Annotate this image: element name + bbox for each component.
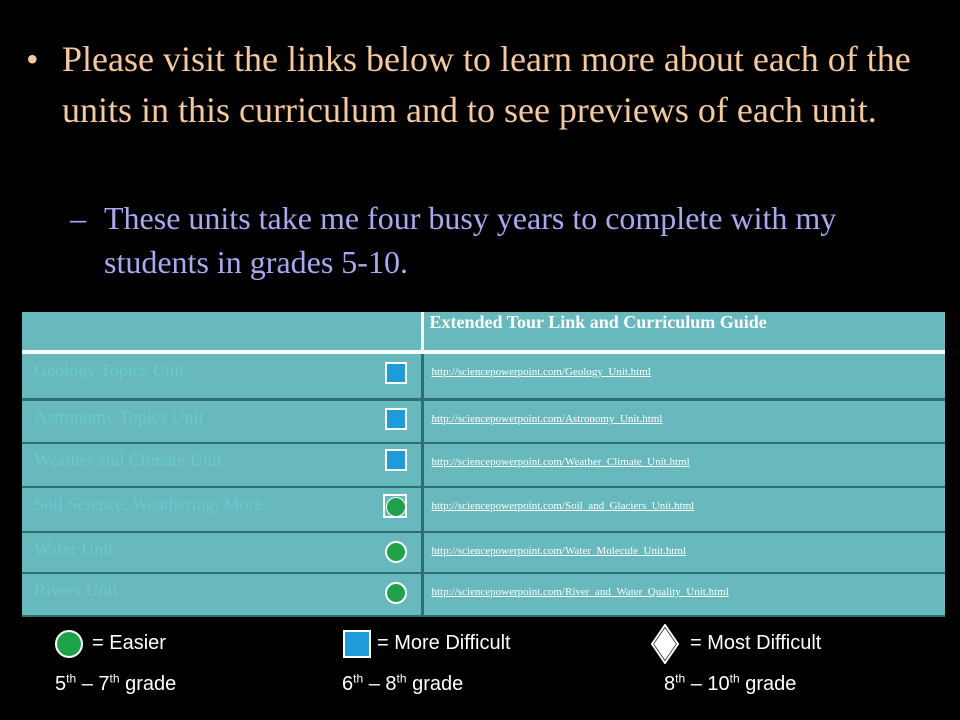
circle-icon xyxy=(385,541,407,563)
grade-suffix: th xyxy=(396,671,407,686)
square-icon xyxy=(385,408,407,430)
circle-in-square-icon xyxy=(383,494,407,518)
unit-link[interactable]: http://sciencepowerpoint.com/Weather_Climate_Unit.html xyxy=(431,456,690,468)
legend-easier-grades xyxy=(55,673,176,696)
grade-end: 8 xyxy=(385,673,397,695)
legend-easier-label: = Easier xyxy=(92,632,166,654)
grade-suffix: th xyxy=(353,671,364,686)
header-units: Earth Science Units xyxy=(22,312,422,352)
legend-more-difficult-grades xyxy=(342,673,463,696)
table-row xyxy=(22,573,945,616)
square-icon xyxy=(385,449,407,471)
grade-word: grade xyxy=(745,673,797,695)
more-difficult-square-icon xyxy=(343,630,371,658)
grade-suffix: th xyxy=(109,671,120,686)
legend-most-difficult-grades xyxy=(664,673,796,696)
unit-name: Weather and Climate Unit xyxy=(34,450,222,470)
intro-sub-text: These units take me four busy years to complete with my students in grades 5-10. xyxy=(104,200,837,280)
unit-cell xyxy=(22,352,422,400)
unit-cell xyxy=(22,573,422,616)
most-difficult-diamond-icon xyxy=(650,624,680,664)
link-cell xyxy=(422,443,945,487)
table-row xyxy=(22,443,945,487)
unit-name: Water Unit xyxy=(34,539,114,559)
grade-suffix: th xyxy=(675,671,686,686)
unit-name: Geology Topics Unit xyxy=(34,360,185,380)
link-cell xyxy=(422,487,945,532)
intro-main-text: Please visit the links below to learn more about each of the units in this curriculum and to see previews of each unit. xyxy=(62,39,911,130)
grade-start: 8 xyxy=(664,673,676,695)
table-row xyxy=(22,532,945,573)
grade-start: 5 xyxy=(55,673,67,695)
unit-name: Astronomy Topics Unit xyxy=(34,407,204,427)
grade-word: grade xyxy=(412,673,464,695)
circle-icon xyxy=(385,582,407,604)
unit-link[interactable]: http://sciencepowerpoint.com/Geology_Unit.html xyxy=(431,366,651,378)
table-header-row xyxy=(22,312,945,352)
unit-cell xyxy=(22,532,422,573)
link-cell xyxy=(422,532,945,573)
grade-dash: – xyxy=(368,673,380,695)
unit-cell xyxy=(22,400,422,444)
unit-link[interactable]: http://sciencepowerpoint.com/Water_Molecule_Unit.html xyxy=(431,545,686,557)
grade-end: 10 xyxy=(707,673,730,695)
sub-dash: – xyxy=(70,200,86,236)
grade-suffix: th xyxy=(729,671,740,686)
table-row xyxy=(22,400,945,444)
unit-name: Rivers Unit xyxy=(34,580,118,600)
units-table xyxy=(22,312,945,617)
unit-link[interactable]: http://sciencepowerpoint.com/Soil_and_Glaciers_Unit.html xyxy=(431,500,695,512)
grade-dash: – xyxy=(81,673,93,695)
grade-start: 6 xyxy=(342,673,354,695)
table-row xyxy=(22,487,945,532)
unit-link[interactable]: http://sciencepowerpoint.com/River_and_Water_Quality_Unit.html xyxy=(431,586,729,598)
header-links: Extended Tour Link and Curriculum Guide xyxy=(422,312,945,352)
legend-most-difficult-label: = Most Difficult xyxy=(690,632,822,654)
legend-more-difficult-label: = More Difficult xyxy=(377,632,511,654)
unit-name: Soil Science, Weathering, More xyxy=(34,494,263,514)
link-cell xyxy=(422,352,945,400)
grade-word: grade xyxy=(125,673,177,695)
table-row xyxy=(22,352,945,400)
link-cell xyxy=(422,400,945,444)
unit-cell xyxy=(22,443,422,487)
bullet-dot: • xyxy=(26,39,39,79)
grade-suffix: th xyxy=(66,671,77,686)
square-icon xyxy=(385,362,407,384)
unit-link[interactable]: http://sciencepowerpoint.com/Astronomy_Unit.html xyxy=(431,413,663,425)
link-cell xyxy=(422,573,945,616)
grade-end: 7 xyxy=(98,673,110,695)
grade-dash: – xyxy=(690,673,702,695)
easier-circle-icon xyxy=(55,630,83,658)
unit-cell xyxy=(22,487,422,532)
